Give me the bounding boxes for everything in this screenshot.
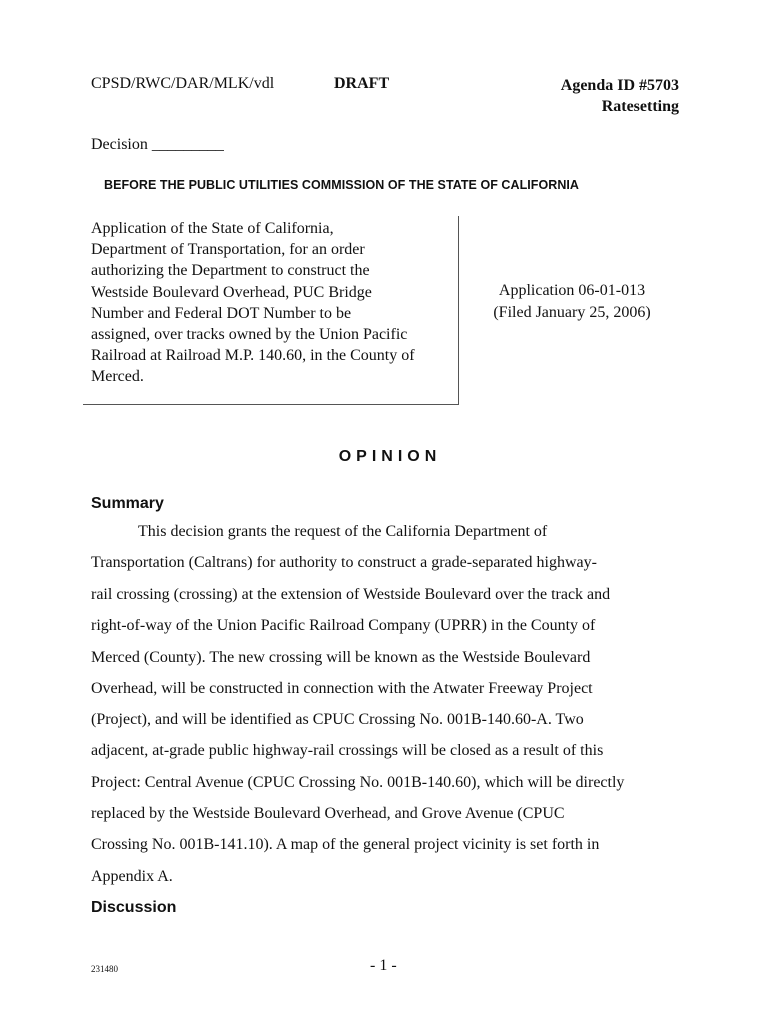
summary-line: (Project), and will be identified as CPUC Crossing No. 001B-140.60-A. Two — [91, 711, 584, 728]
caption-line: Westside Boulevard Overhead, PUC Bridge — [91, 283, 372, 301]
summary-heading: Summary — [91, 495, 164, 512]
caption-line: authorizing the Department to construct the — [91, 262, 370, 280]
summary-line: Merced (County). The new crossing will be known as the Westside Boulevard — [91, 649, 591, 666]
caption-line: Department of Transportation, for an order — [91, 241, 365, 259]
summary-line: right-of-way of the Union Pacific Railroad Company (UPRR) in the County of — [91, 617, 596, 634]
document-id: 231480 — [91, 964, 118, 974]
agenda-block — [561, 75, 679, 117]
summary-line: Transportation (Caltrans) for authority to construct a grade-separated highway- — [91, 554, 597, 571]
summary-line: rail crossing (crossing) at the extension of Westside Boulevard over the track and — [91, 586, 611, 603]
summary-line: replaced by the Westside Boulevard Overhead, and Grove Avenue (CPUC — [91, 805, 565, 822]
opinion-heading: OPINION — [338, 448, 442, 465]
header-docket-code: CPSD/RWC/DAR/MLK/vdl — [91, 75, 275, 92]
draft-label: DRAFT — [334, 75, 390, 92]
caption-line: Application of the State of California, — [91, 220, 334, 237]
filed-date: (Filed January 25, 2006) — [493, 303, 651, 321]
commission-title: BEFORE THE PUBLIC UTILITIES COMMISSION OF THE STATE OF CALIFORNIA — [104, 178, 580, 192]
application-caption — [91, 218, 457, 388]
summary-line: Crossing No. 001B-141.10). A map of the general project vicinity is set forth in — [91, 836, 600, 853]
proceeding-type: Ratesetting — [601, 98, 679, 115]
summary-line: This decision grants the request of the California Department of — [138, 523, 548, 540]
summary-line: Overhead, will be constructed in connection with the Atwater Freeway Project — [91, 680, 593, 697]
caption-line: assigned, over tracks owned by the Union Pacific — [91, 326, 408, 344]
discussion-heading: Discussion — [91, 899, 177, 916]
application-number-block — [466, 280, 678, 323]
caption-line: Merced. — [91, 368, 144, 386]
summary-line: Appendix A. — [91, 868, 173, 885]
caption-line: Railroad at Railroad M.P. 140.60, in the County of — [91, 347, 415, 365]
summary-line: Project: Central Avenue (CPUC Crossing No. 001B-140.60), which will be directly — [91, 774, 625, 791]
summary-line: adjacent, at-grade public highway-rail crossings will be closed as a result of this — [91, 742, 604, 759]
page-number: - 1 - — [370, 957, 397, 974]
agenda-id: Agenda ID #5703 — [560, 77, 679, 94]
application-number: Application 06-01-013 — [498, 282, 646, 299]
decision-line: Decision _________ — [91, 136, 224, 153]
caption-line: Number and Federal DOT Number to be — [91, 304, 352, 322]
